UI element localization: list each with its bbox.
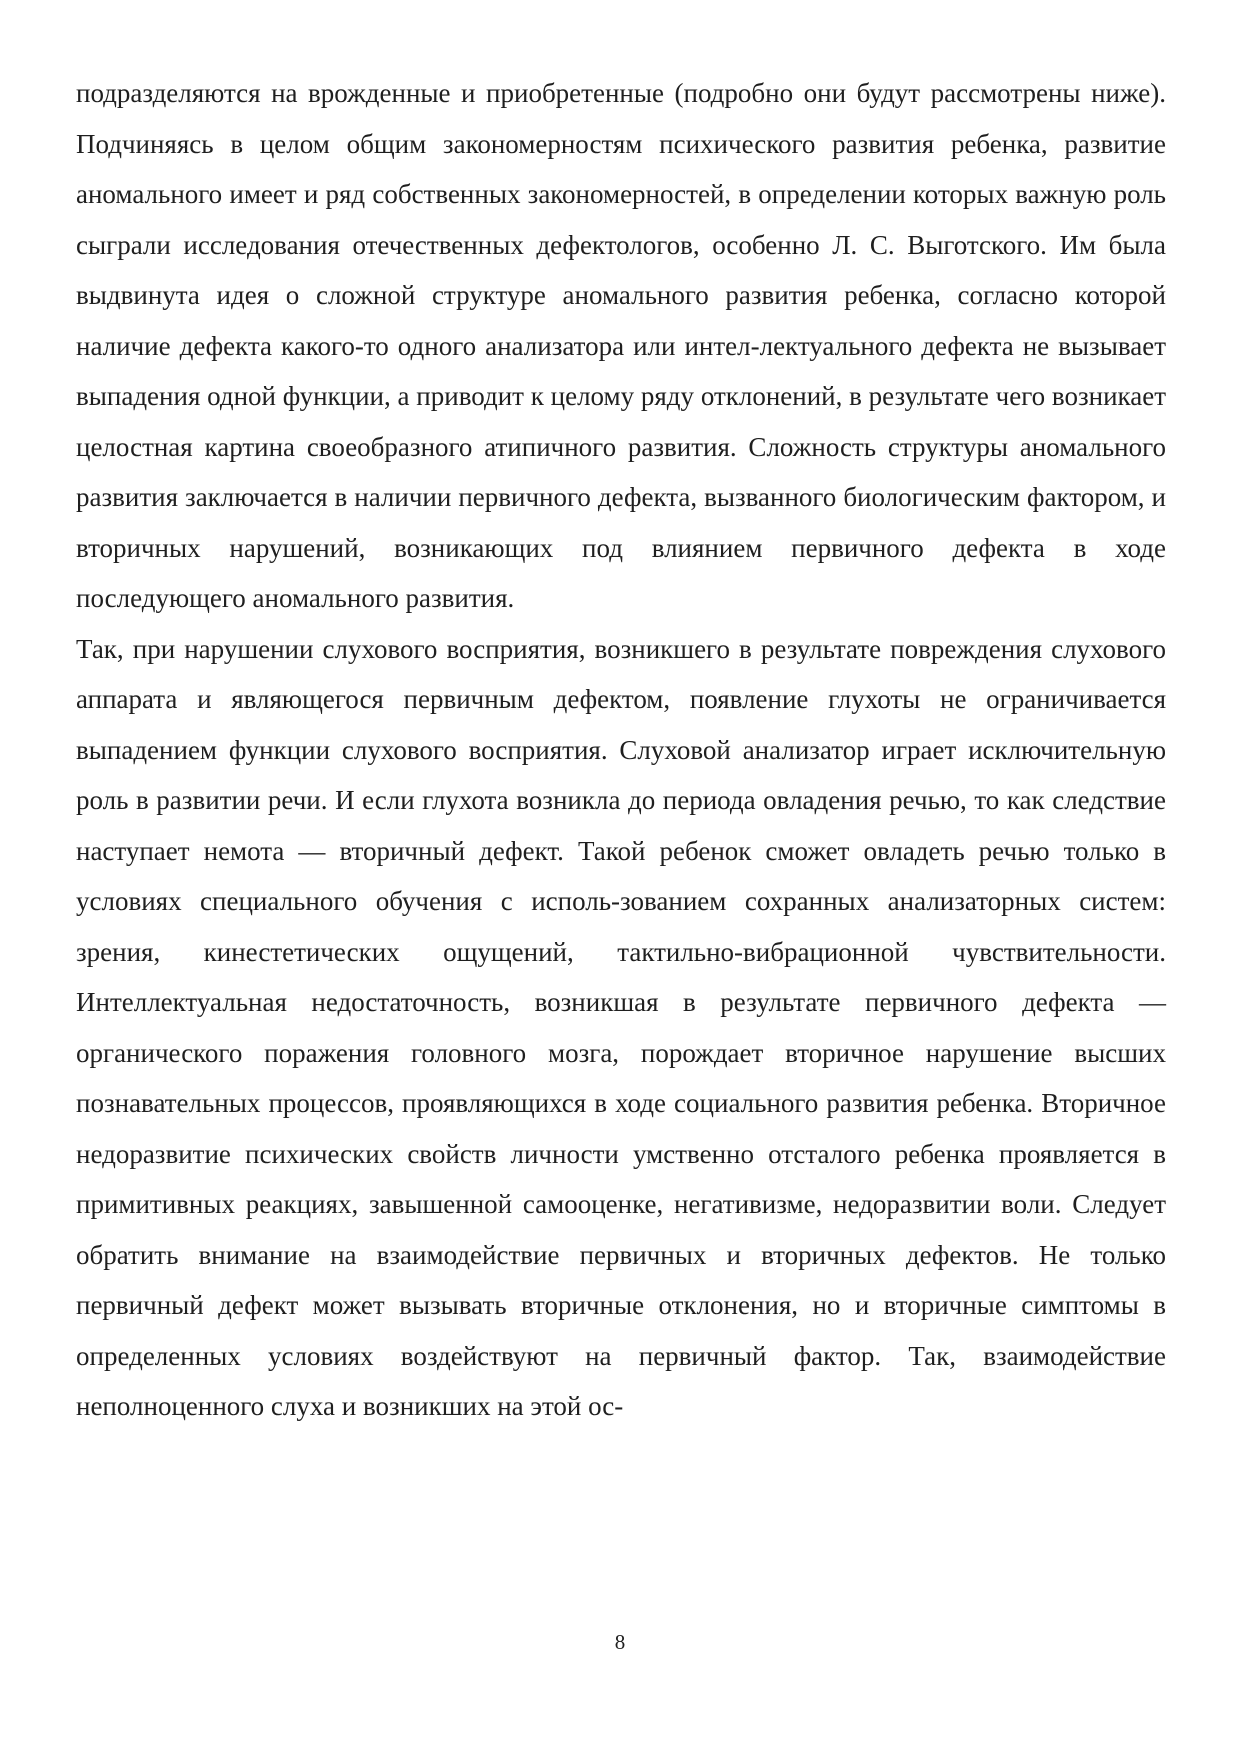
page-number: 8 — [614, 1630, 626, 1654]
paragraph-2: Так, при нарушении слухового восприятия, возникшего в результате повреждения слухового аппарата и являющегося первичным дефектом, появление глухоты не ограничивается выпадением функции слухового восприятия. Слуховой анализатор играет исключительную роль в развитии речи. И если глухота возникла до периода овладения речью, то как следствие наступает немота — вторичный дефект. Такой ребенок сможет овладеть речью только в условиях специального обучения с исполь-зованием сохранных анализаторных систем: зрения, кинестетических ощущений, тактильно-вибрационной чувствительности. Интеллектуальная недостаточность, возникшая в результате первичного дефекта — органического поражения головного мозга, порождает вторичное нарушение высших познавательных процессов, проявляющихся в ходе социального развития ребенка. Вторичное недоразвитие психических свойств личности умственно отсталого ребенка проявляется в примитивных реакциях, завышенной самооценке, негативизме, недоразвитии воли. Следует обратить внимание на взаимодействие первичных и вторичных дефектов. Не только первичный дефект может вызывать вторичные отклонения, но и вторичные симптомы в определенных условиях воздействуют на первичный фактор. Так, взаимодействие неполноценного слуха и возникших на этой ос- — [76, 633, 1166, 1421]
body-text — [76, 68, 1166, 1432]
paragraph-1: подразделяются на врожденные и приобретенные (подробно они будут рассмотрены ниже). Подчиняясь в целом общим закономерностям психического развития ребенка, развитие аномального имеет и ряд собственных закономерностей, в определении которых важную роль сыграли исследования отечественных дефектологов, особенно Л. С. Выготского. Им была выдвинута идея о сложной структуре аномального развития ребенка, согласно которой наличие дефекта какого-то одного анализатора или интел-лектуального дефекта не вызывает выпадения одной функции, а приводит к целому ряду отклонений, в результате чего возникает целостная картина своеобразного атипичного развития. Сложность структуры аномального развития заключается в наличии первичного дефекта, вызванного биологическим фактором, и вторичных нарушений, возникающих под влиянием первичного дефекта в ходе последующего аномального развития. — [76, 78, 1166, 613]
